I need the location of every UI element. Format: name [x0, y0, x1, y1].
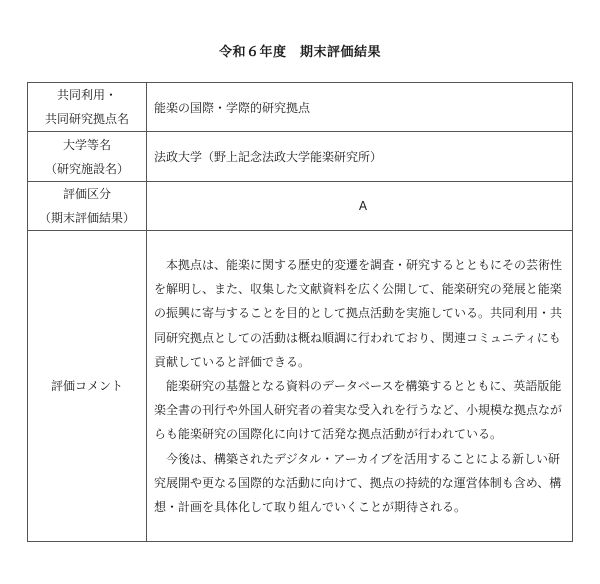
label-line: 評価区分: [62, 187, 111, 201]
comment-paragraph: 本拠点は、能楽に関する歴史的変遷を調査・研究するとともにその芸術性を解明し、また、収集した文献資料を広く公開して、能楽研究の発展と能楽の振興に寄与することを目的として拠点活動を実施している。共同利用・共同研究拠点としての活動は概ね順調に行われており、関連コミュニティにも貢献していると評価できる。: [154, 258, 563, 369]
row-rating: [28, 182, 573, 231]
row-comment: [28, 231, 573, 542]
document-title: 令和６年度 期末評価結果: [218, 45, 381, 60]
label-line: （研究施設名）: [44, 161, 129, 176]
label-comment: 評価コメント: [28, 231, 147, 542]
row-base-name: [28, 83, 573, 132]
row-university: [28, 132, 573, 182]
label-line: （期末評価結果）: [38, 211, 135, 225]
label-university: [28, 132, 147, 182]
comment-paragraph: 能楽研究の基盤となる資料のデータベースを構築するとともに、英語版能楽全書の刊行や外国人研究者の着実な受入れを行うなど、小規模な拠点ながらも能楽研究の国際化に向けて活発な拠点活動が行われている。: [154, 379, 563, 442]
label-line: 大学等名: [62, 137, 111, 152]
value-base-name: 能楽の国際・学際的研究拠点: [147, 83, 573, 132]
label-rating: [28, 182, 147, 231]
value-rating: A: [147, 182, 573, 231]
value-comment: [147, 231, 573, 542]
value-university: 法政大学（野上記念法政大学能楽研究所）: [147, 132, 573, 182]
label-line: 共同研究拠点名: [44, 112, 129, 126]
evaluation-table: [27, 82, 573, 542]
comment-paragraph: 今後は、構築されたデジタル・アーカイブを活用することによる新しい研究展開や更なる国際的な活動に向けて、拠点の持続的な運営体制も含め、構想・計画を具体化して取り組んでいくことが期待される。: [154, 451, 562, 515]
label-base-name: [28, 83, 147, 132]
label-line: 共同利用・: [56, 88, 117, 102]
